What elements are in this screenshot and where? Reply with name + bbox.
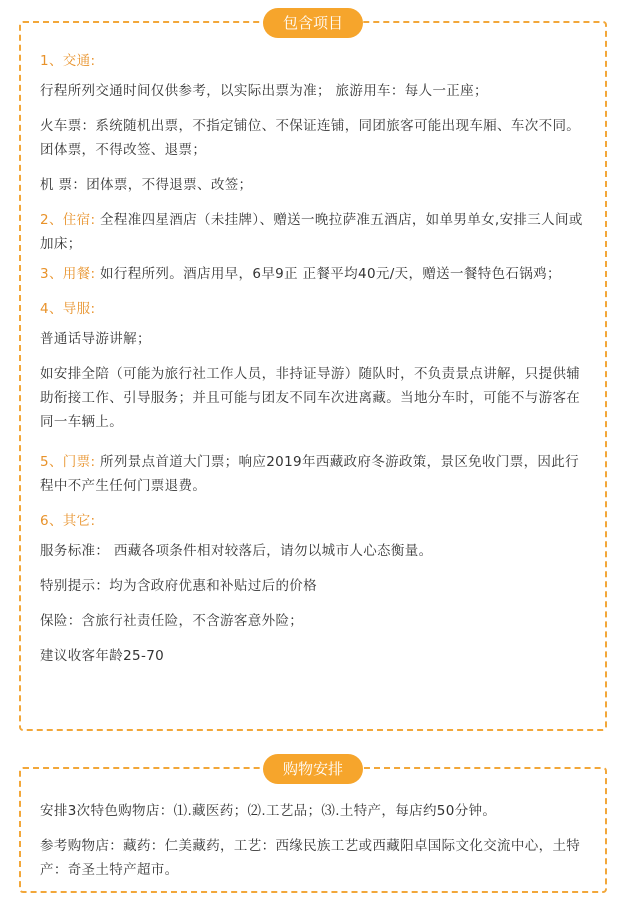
tickets-heading: 5、门票: (40, 454, 96, 470)
traffic-heading: 1、交通: (40, 53, 96, 69)
guide-line-2: 如安排全陪（可能为旅行社工作人员，非持证导游）随队时，不负责景点讲解，只提供辅助衔接工作、引导服务；并且可能与团友不同车次进离藏。当地分车时，可能不与游客在同一车辆上。 (40, 366, 581, 430)
meals-paragraph (40, 262, 587, 286)
other-line-3: 保险：含旅行社责任险，不含游客意外险； (40, 613, 304, 629)
other-line-1: 服务标准： 西藏各项条件相对较落后，请勿以城市人心态衡量。 (40, 543, 433, 559)
other-heading-text: 6、其它: (40, 513, 96, 529)
other-line-4: 建议收客年龄25-70 (40, 648, 165, 664)
lodging-text: 全程准四星酒店（未挂牌）、赠送一晚拉萨准五酒店，如单男单女,安排三人间或加床； (40, 212, 583, 252)
included-items-title: 包含项目 (263, 8, 363, 38)
lodging-heading: 2、住宿: (40, 212, 96, 228)
tickets-text: 所列景点首道大门票；响应2019年西藏政府冬游政策，景区免收门票，因此行程中不产生任何门票退费。 (40, 454, 579, 494)
meals-heading: 3、用餐: (40, 266, 96, 282)
included-items-panel (19, 14, 607, 731)
guide-heading-text: 4、导服: (40, 301, 96, 317)
tickets-paragraph (40, 450, 587, 498)
guide-line-1: 普通话导游讲解； (40, 331, 151, 347)
shopping-line-2: 参考购物店：藏药：仁美藏药，工艺：西缘民族工艺或西藏阳卓国际文化交流中心，土特产：奇圣土特产超市。 (40, 838, 581, 878)
guide-heading (40, 297, 587, 321)
other-line-2: 特别提示：均为含政府优惠和补贴过后的价格 (40, 578, 317, 594)
meals-text: 如行程所列。酒店用早，6早9正 正餐平均40元/天，赠送一餐特色石锅鸡； (95, 266, 561, 282)
traffic-line-2: 火车票：系统随机出票，不指定铺位、不保证连铺，同团旅客可能出现车厢、车次不同。团体票，不得改签、退票； (40, 118, 581, 158)
other-heading (40, 509, 587, 533)
shopping-panel (19, 760, 607, 893)
traffic-line-3: 机 票：团体票，不得退票、改签； (40, 177, 253, 193)
shopping-line-1: 安排3次特色购物店：⑴.藏医药；⑵.工艺品；⑶.土特产，每店约50分钟。 (40, 803, 497, 819)
lodging-paragraph (40, 208, 587, 256)
traffic-line-1: 行程所列交通时间仅供参考，以实际出票为准； 旅游用车：每人一正座； (40, 83, 488, 99)
shopping-title: 购物安排 (263, 754, 363, 784)
